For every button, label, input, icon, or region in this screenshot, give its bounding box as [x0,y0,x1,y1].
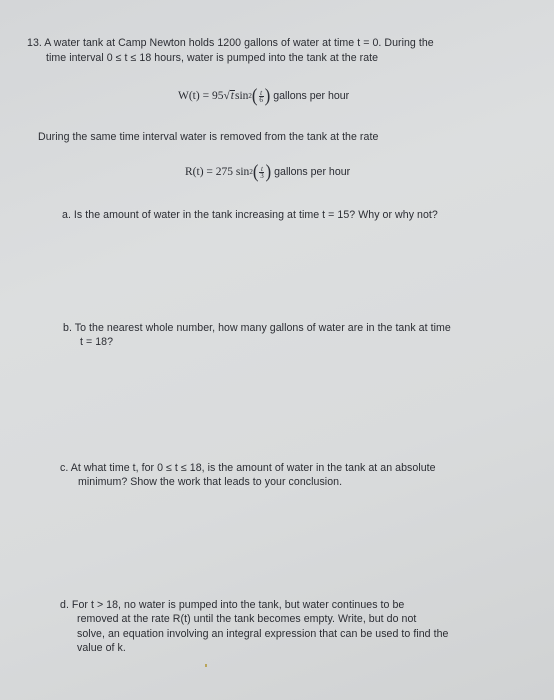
part-d-line-4: value of k. [77,642,126,654]
part-d-line-2: removed at the rate R(t) until the tank becomes empty. Write, but do not [77,613,417,625]
equation-r [185,161,351,182]
equation-w-unit: gallons per hour [273,90,350,102]
left-paren: ( [251,85,258,106]
equation-w-fraction [259,90,264,103]
sqrt-symbol: √ t [223,90,234,102]
part-d-line-3: solve, an equation involving an integral expression that can be used to find the [77,628,449,640]
equation-r-numerator: t [261,164,263,173]
part-b-line-2: t = 18? [80,336,114,348]
equation-w-denominator: 6 [259,95,263,104]
part-c-line-1: c. At what time t, for 0 ≤ t ≤ 18, is the amount of water in the tank at an absolute [60,462,436,474]
equation-r-exponent: 2 [249,168,253,176]
equation-w [178,85,350,106]
equation-w-numerator: t [260,88,263,97]
equation-w-sin: sin [234,90,249,102]
equation-r-fraction [259,166,264,179]
part-c-line-2: minimum? Show the work that leads to your conclusion. [78,476,343,488]
part-b-line-1: b. To the nearest whole number, how many gallons of water are in the tank at time [63,322,451,334]
part-d-line-1: d. For t > 18, no water is pumped into the tank, but water continues to be [60,599,405,611]
equation-r-lhs: R(t) = 275 sin [185,166,250,178]
equation-r-denominator: 3 [260,171,264,180]
left-paren: ( [252,161,259,182]
problem-intro-line-3: During the same time interval water is removed from the tank at the rate [38,131,379,143]
equation-w-radicand: t [230,90,234,102]
problem-intro-line-2: time interval 0 ≤ t ≤ 18 hours, water is pumped into the tank at the rate [46,52,379,64]
right-paren: ) [265,161,272,182]
pencil-mark [205,664,207,667]
problem-intro-line-1: 13. A water tank at Camp Newton holds 1200 gallons of water at time t = 0. During the [27,37,434,49]
equation-w-lhs: W(t) = 95 [178,90,224,102]
part-a-text: a. Is the amount of water in the tank increasing at time t = 15? Why or why not? [62,209,438,221]
right-paren: ) [264,85,271,106]
equation-w-exponent: 2 [248,92,252,100]
equation-r-unit: gallons per hour [274,166,351,178]
